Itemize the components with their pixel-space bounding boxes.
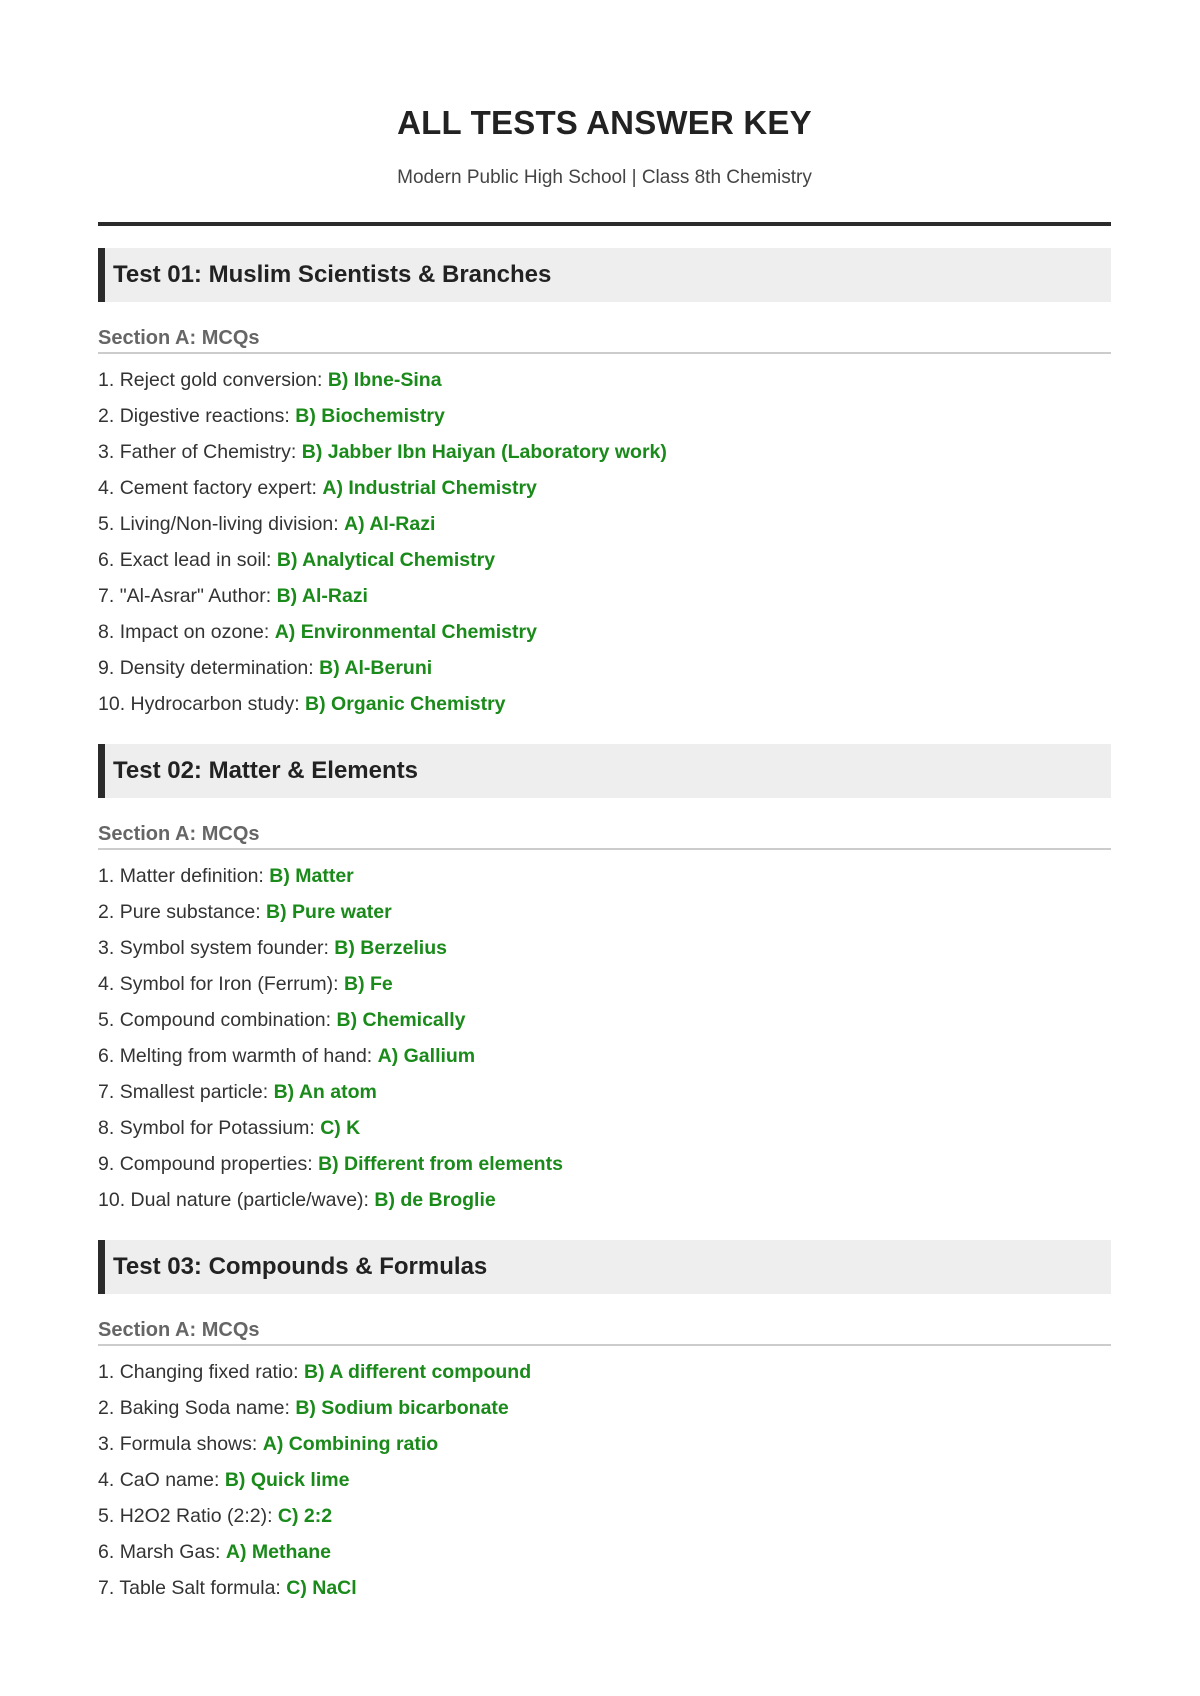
- answer-item: [98, 1354, 1111, 1390]
- question-text: Table Salt formula:: [119, 1577, 281, 1599]
- question-text: "Al-Asrar" Author:: [119, 585, 272, 607]
- answer-text: B) Organic Chemistry: [305, 693, 506, 715]
- test-block: [98, 248, 1111, 722]
- answer-item: [98, 1462, 1111, 1498]
- question-text: Hydrocarbon study:: [130, 693, 300, 715]
- question-text: Symbol for Potassium:: [119, 1117, 315, 1139]
- test-title: Test 02: Matter & Elements: [98, 744, 1111, 798]
- answer-text: B) Biochemistry: [295, 405, 445, 427]
- answer-item: [98, 1182, 1111, 1218]
- question-text: Compound combination:: [119, 1009, 332, 1031]
- answer-item: [98, 578, 1111, 614]
- question-number: 8.: [98, 1117, 115, 1139]
- test-title: Test 03: Compounds & Formulas: [98, 1240, 1111, 1294]
- question-number: 6.: [98, 1541, 115, 1563]
- answer-item: [98, 1110, 1111, 1146]
- section-title: Section A: MCQs: [98, 326, 1111, 354]
- question-number: 5.: [98, 1505, 115, 1527]
- question-number: 1.: [98, 1361, 115, 1383]
- section-title: Section A: MCQs: [98, 822, 1111, 850]
- question-number: 10.: [98, 693, 126, 715]
- question-text: Changing fixed ratio:: [119, 1361, 299, 1383]
- question-text: Father of Chemistry:: [119, 441, 297, 463]
- document-title: ALL TESTS ANSWER KEY: [397, 104, 812, 141]
- question-number: 8.: [98, 621, 115, 643]
- question-number: 1.: [98, 369, 115, 391]
- question-text: Exact lead in soil:: [119, 549, 272, 571]
- question-text: Formula shows:: [119, 1433, 258, 1455]
- answer-item: [98, 1498, 1111, 1534]
- question-number: 4.: [98, 1469, 115, 1491]
- answer-text: B) Matter: [269, 865, 354, 887]
- answer-text: B) An atom: [273, 1081, 377, 1103]
- answer-text: A) Environmental Chemistry: [274, 621, 537, 643]
- answer-item: [98, 542, 1111, 578]
- test-block: [98, 1240, 1111, 1606]
- answer-item: [98, 434, 1111, 470]
- question-number: 6.: [98, 1045, 115, 1067]
- answer-text: B) Chemically: [336, 1009, 466, 1031]
- question-text: Density determination:: [119, 657, 314, 679]
- question-text: Baking Soda name:: [119, 1397, 290, 1419]
- question-number: 1.: [98, 865, 115, 887]
- answer-item: [98, 1146, 1111, 1182]
- question-text: Smallest particle:: [119, 1081, 269, 1103]
- answer-item: [98, 650, 1111, 686]
- answer-item: [98, 894, 1111, 930]
- answer-text: B) Al-Razi: [276, 585, 368, 607]
- answer-item: [98, 506, 1111, 542]
- question-number: 6.: [98, 549, 115, 571]
- question-number: 3.: [98, 441, 115, 463]
- answer-item: [98, 1074, 1111, 1110]
- question-text: Reject gold conversion:: [119, 369, 323, 391]
- answer-item: [98, 1534, 1111, 1570]
- answer-text: B) Al-Beruni: [319, 657, 433, 679]
- answer-text: A) Gallium: [377, 1045, 476, 1067]
- answer-text: B) de Broglie: [374, 1189, 496, 1211]
- answer-text: A) Al-Razi: [344, 513, 436, 535]
- question-text: H2O2 Ratio (2:2):: [119, 1505, 273, 1527]
- answer-text: B) Analytical Chemistry: [276, 549, 496, 571]
- answer-text: B) Pure water: [266, 901, 392, 923]
- answer-text: B) Jabber Ibn Haiyan (Laboratory work): [301, 441, 667, 463]
- test-block: [98, 744, 1111, 1218]
- answer-item: [98, 966, 1111, 1002]
- answer-text: A) Combining ratio: [262, 1433, 439, 1455]
- answer-item: [98, 470, 1111, 506]
- answer-text: B) Berzelius: [334, 937, 447, 959]
- question-text: Matter definition:: [119, 865, 264, 887]
- tests-container: [98, 248, 1111, 1606]
- answer-item: [98, 686, 1111, 722]
- question-text: Compound properties:: [119, 1153, 313, 1175]
- question-text: Dual nature (particle/wave):: [130, 1189, 369, 1211]
- test-title: Test 01: Muslim Scientists & Branches: [98, 248, 1111, 302]
- question-text: Living/Non-living division:: [119, 513, 339, 535]
- answer-item: [98, 930, 1111, 966]
- answer-item: [98, 1038, 1111, 1074]
- answer-item: [98, 1002, 1111, 1038]
- answer-text: B) Fe: [343, 973, 393, 995]
- answer-list: [98, 858, 1111, 1218]
- question-number: 9.: [98, 657, 115, 679]
- question-number: 9.: [98, 1153, 115, 1175]
- answer-item: [98, 858, 1111, 894]
- document-subtitle: Modern Public High School | Class 8th Chemistry: [397, 167, 812, 188]
- question-number: 3.: [98, 937, 115, 959]
- question-number: 7.: [98, 1577, 115, 1599]
- title-divider: [98, 222, 1111, 226]
- answer-item: [98, 1570, 1111, 1606]
- answer-item: [98, 362, 1111, 398]
- question-number: 2.: [98, 901, 115, 923]
- question-number: 2.: [98, 405, 115, 427]
- question-text: Melting from warmth of hand:: [119, 1045, 373, 1067]
- question-number: 5.: [98, 513, 115, 535]
- answer-list: [98, 1354, 1111, 1606]
- answer-text: B) Different from elements: [318, 1153, 563, 1175]
- question-text: Marsh Gas:: [119, 1541, 221, 1563]
- question-text: Pure substance:: [119, 901, 261, 923]
- answer-text: C) 2:2: [277, 1505, 333, 1527]
- answer-text: B) Ibne-Sina: [327, 369, 442, 391]
- question-number: 5.: [98, 1009, 115, 1031]
- answer-text: A) Methane: [225, 1541, 331, 1563]
- question-text: Symbol for Iron (Ferrum):: [119, 973, 339, 995]
- question-number: 4.: [98, 477, 115, 499]
- section-title: Section A: MCQs: [98, 1318, 1111, 1346]
- answer-text: A) Industrial Chemistry: [322, 477, 537, 499]
- question-text: Symbol system founder:: [119, 937, 329, 959]
- answer-item: [98, 1390, 1111, 1426]
- question-number: 7.: [98, 1081, 115, 1103]
- answer-text: C) NaCl: [286, 1577, 357, 1599]
- question-number: 2.: [98, 1397, 115, 1419]
- question-text: Digestive reactions:: [119, 405, 290, 427]
- question-text: Cement factory expert:: [119, 477, 317, 499]
- question-text: Impact on ozone:: [119, 621, 270, 643]
- question-number: 7.: [98, 585, 115, 607]
- answer-item: [98, 398, 1111, 434]
- question-number: 3.: [98, 1433, 115, 1455]
- question-number: 10.: [98, 1189, 126, 1211]
- answer-list: [98, 362, 1111, 722]
- answer-item: [98, 614, 1111, 650]
- answer-key-page: [98, 0, 1111, 1606]
- answer-text: B) Sodium bicarbonate: [295, 1397, 509, 1419]
- answer-text: B) Quick lime: [224, 1469, 350, 1491]
- question-number: 4.: [98, 973, 115, 995]
- answer-item: [98, 1426, 1111, 1462]
- answer-text: C) K: [320, 1117, 361, 1139]
- question-text: CaO name:: [119, 1469, 220, 1491]
- answer-text: B) A different compound: [303, 1361, 532, 1383]
